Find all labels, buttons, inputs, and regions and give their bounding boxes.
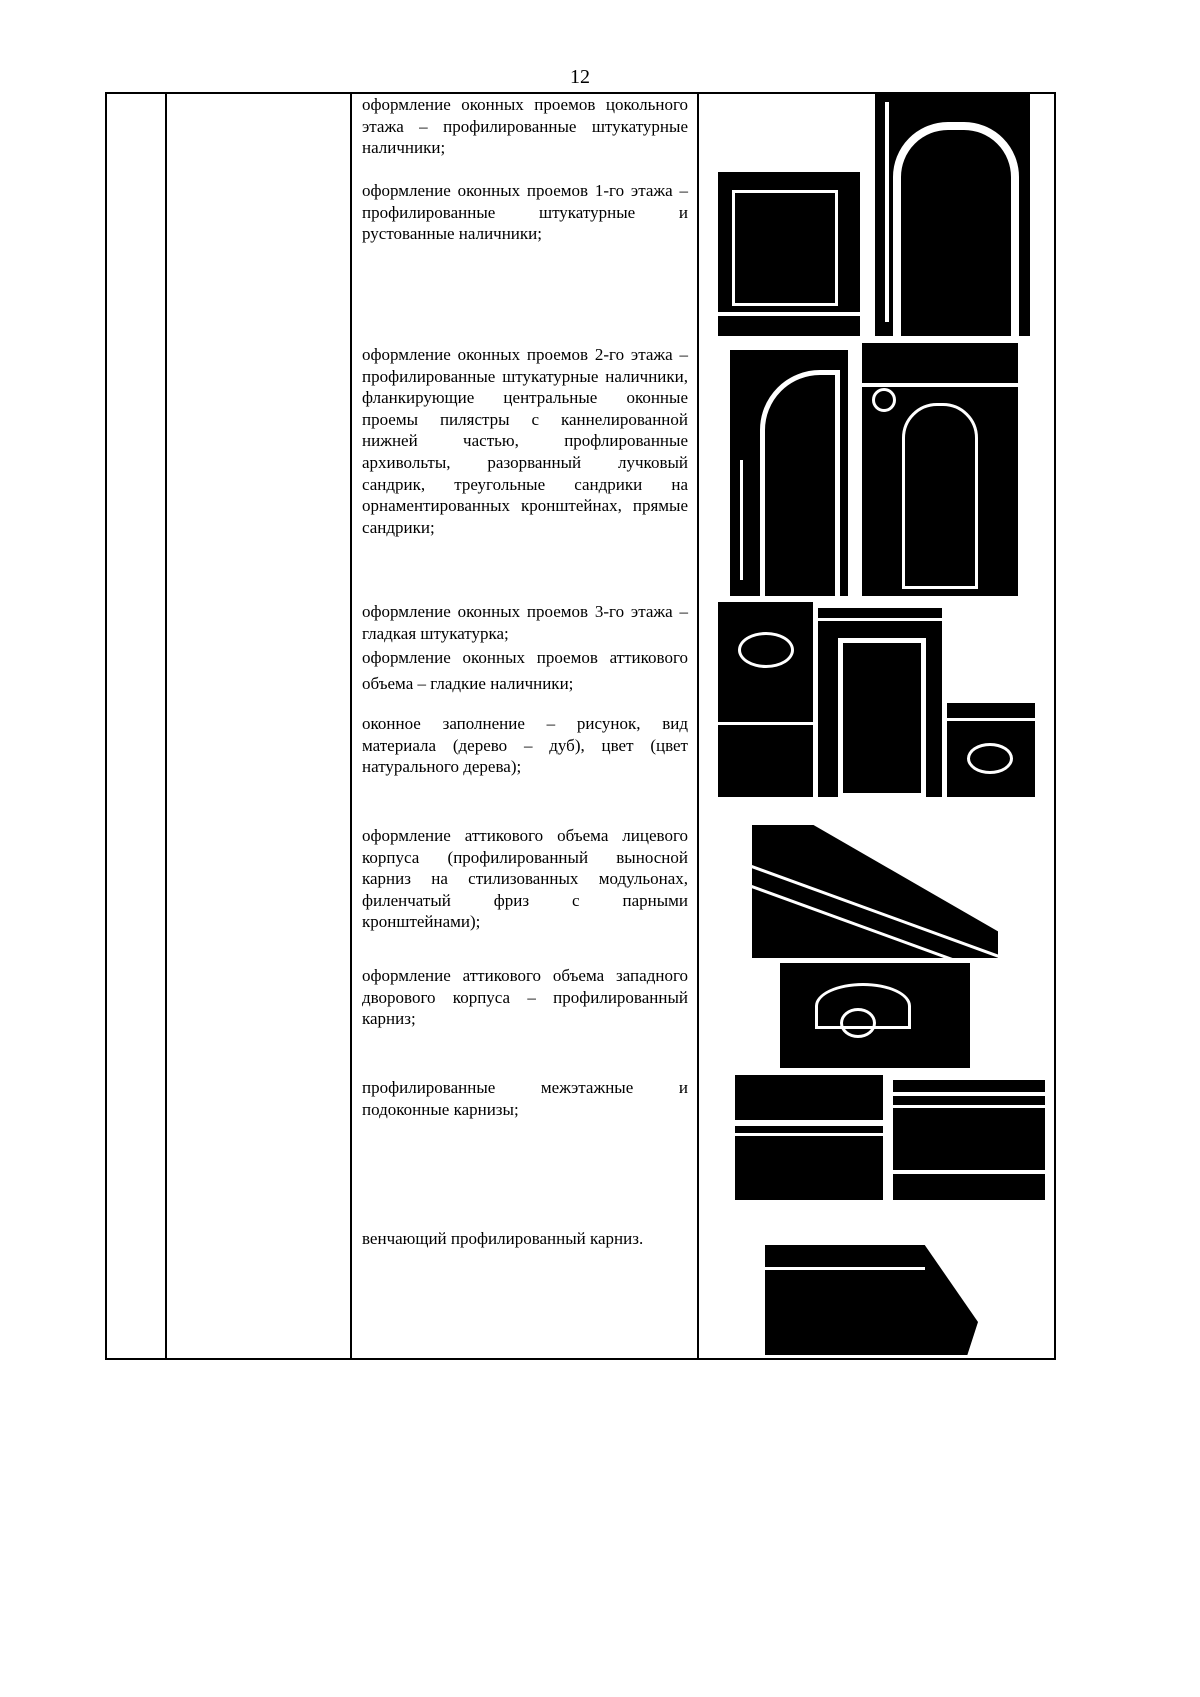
list-item: оформление оконных проемов аттикового объема – гладкие наличники; [362,648,688,693]
table-border-bottom [105,1358,1056,1360]
table-border-left [105,92,107,1360]
photo-attic-cornice-front [752,825,998,958]
list-item: оформление оконных проемов 1-го этажа – профилированные штукатурные и рустованные наличники; [362,181,688,244]
list-item: оконное заполнение – рисунок, вид материала (дерево – дуб), цвет (цвет натурального дерева); [362,714,688,777]
photo-sill-cornice [893,1080,1045,1200]
list-item: оформление аттикового объема западного дворового корпуса – профилированный карниз; [362,966,688,1029]
column-divider [350,92,352,1360]
table-border-right [1054,92,1056,1360]
photo-basement-window [718,172,860,336]
list-item: оформление оконных проемов 2-го этажа – профилированные штукатурные наличники, фланкирующие центральные оконные проемы пилястры с каннелированной нижней частью, профлированные архивольты, разорванный лучковый сандрик, треугольные сандрики на орнаментированных кронштейнах, прямые сандрики; [362,345,688,537]
photo-crowning-cornice [765,1245,978,1355]
list-item: оформление аттикового объема лицевого корпуса (профилированный выносной карниз на стилизованных модульонах, филенчатый фриз с парными кронштейнами); [362,826,688,932]
photo-first-floor-arch-window [875,92,1030,336]
list-item: венчающий профилированный карниз. [362,1229,644,1248]
photo-second-floor-pilaster [730,350,848,596]
list-item: оформление оконных проемов 3-го этажа – гладкая штукатурка; [362,602,688,643]
photo-window-fill [947,703,1035,797]
page-number: 12 [570,66,590,88]
list-item: оформление оконных проемов цокольного этажа – профилированные штукатурные наличники; [362,95,688,158]
list-item: профилированные межэтажные и подоконные карнизы; [362,1078,688,1119]
photo-third-floor-window [718,602,813,797]
photo-attic-window [818,608,942,797]
column-divider [165,92,167,1360]
photo-interfloor-cornice [735,1075,883,1200]
column-divider [697,92,699,1360]
photo-second-floor-sandrik [862,343,1018,596]
photo-attic-cornice-west [780,963,970,1068]
